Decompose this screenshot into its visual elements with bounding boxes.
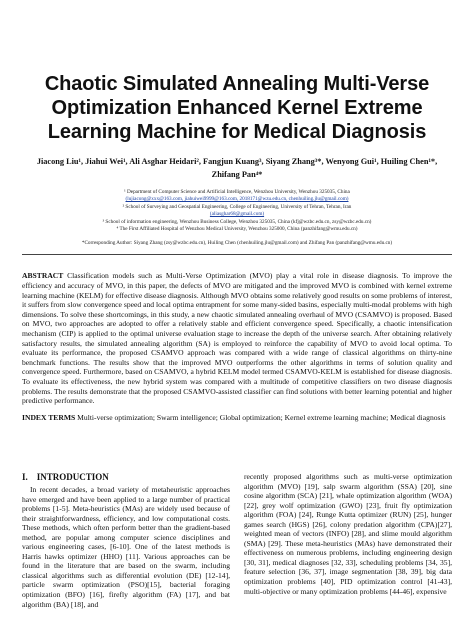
body-columns	[22, 472, 452, 609]
affiliation-1: ¹ Department of Computer Science and Artificial Intelligence, Wenzhou University, Wenzhou 325035, China	[124, 189, 350, 195]
right-column	[244, 472, 452, 609]
abstract	[22, 271, 452, 405]
affiliations	[22, 189, 452, 233]
authors-line-2: Zhifang Pan⁴*	[211, 169, 263, 179]
title-line-1: Chaotic Simulated Annealing Multi-Verse	[44, 73, 430, 95]
intro-paragraph-right: recently proposed algorithms such as multi-verse optimization algorithm (MVO) [19], salp swarm algorithm (SSA) [20], sine cosine algorithm (SCA) [21], whale optimization algorithm (WOA) [22], grey wolf optimization (GWO) [23], fruit fly optimization algorithm (FOA) [24], Runge Kutta optimizer (RUN) [25], hunger games search (HGS) [26], colony predation algorithm (CPA)[27], weighted mean of vectors (INFO) [28], and slime mould algorithm (SMA) [29]. These meta-heuristics (MAs) have demonstrated their effectiveness on numerous problems, including engineering design [30, 31], medical diagnoses [32, 33], scheduling problems [34, 35], feature selection [36, 37], image segmentation [38, 39], big data optimization problems [40], PID optimization control [41-43], multi-objective or many optimization problems [44-46], expensive	[244, 472, 452, 596]
abstract-label: ABSTRACT	[22, 271, 64, 281]
affiliation-3: ³ School of information engineering, Wenzhou Business College, Wenzhou 325035, China (kfj@wzbc.edu.cn, zsy@wzbc.edu.cn)	[102, 218, 372, 225]
paper-title	[22, 0, 452, 144]
author-list	[22, 156, 452, 181]
affiliation-2: ² School of Surveying and Geospatial Engineering, College of Engineering, University of Tehran, Tehran, Iran	[122, 203, 352, 210]
index-terms-text: Multi-verse optimization; Swarm intelligence; Global optimization; Kernel extreme learning machine; Medical diagnosis	[77, 412, 446, 422]
affiliation-4: ⁴ The First Affiliated Hospital of Wenzhou Medical University, Wenzhou 325000, China (panzhifang@wmu.edu.cn)	[116, 226, 358, 233]
index-terms	[22, 413, 452, 423]
section-heading: I. INTRODUCTION	[22, 472, 109, 482]
title-line-3: Learning Machine for Medical Diagnosis	[47, 121, 427, 143]
title-line-2: Optimization Enhanced Kernel Extreme	[51, 97, 423, 119]
affiliation-1-emails[interactable]: (lujiacong@xxx@163.com, jiahuiwei9999@163.com, 2018171@wzu.edu.cn, chenhuiling.jlu@gmail.com)	[125, 196, 349, 203]
index-terms-label: INDEX TERMS	[22, 412, 76, 422]
abstract-text: Classification models such as Multi-Verse Optimization (MVO) play a vital role in disease diagnosis. To improve the efficiency and accuracy of MVO, in this paper, the defects of MVO are mitigated and the improved MVO is combined with kernel extreme learning machine (KELM) for effective disease diagnosis. Although MVO obtains some relatively good results on some problems of interest, it suffers from slow convergence speed and local optima entrapment for some many-sided basins, especially multi-modal problems with high dimensions. To solve these shortcomings, in this study, a new chaotic simulated annealing overhaul of MVO (CSAMVO) is proposed. Based on MVO, two approaches are adopted to offer a relatively stable and efficient convergence speed. Specifically, a chaotic intensification mechanism (CIP) is applied to the optimal universe evaluation stage to increase the depth of the universe search. After obtaining relatively satisfactory results, the simulated annealing algorithm (SA) is employed to reinforce the capability of MVO to avoid local optima. To evaluate its performance, the proposed CSAMVO approach was compared with a wide range of classical algorithms on thirty-nine benchmark functions. The results show that the improved MVO outperforms the other algorithms in terms of solution quality and convergence speed. Furthermore, based on CSAMVO, a hybrid KELM model termed CSAMVO-KELM is established for disease diagnosis. To evaluate its effectiveness, the new hybrid system was compared with a multitude of competitive classifiers on two disease diagnosis problems. The results demonstrate that the proposed CSAMVO-assisted classifier can find solutions with better learning potential and higher predictive performance.	[22, 271, 452, 406]
affiliation-2-emails[interactable]: (aliasghar68@gmail.com)	[209, 211, 265, 218]
authors-line-1: Jiacong Liu¹, Jiahui Wei¹, Ali Asghar Heidari², Fangjun Kuang³, Siyang Zhang³*, Wenyong Gui¹, Huiling Chen¹*,	[36, 157, 438, 166]
corresponding-author: *Corresponding Author: Siyang Zhang (zsy@wzbc.edu.cn), Huiling Chen (chenhuiling.jlu@gmail.com) and Zhifang Pan (panzhifang@wmu.edu.cn)	[81, 240, 393, 247]
intro-paragraph-left: In recent decades, a broad variety of metaheuristic approaches have emerged and have been applied to a large number of practical problems [1-5]. Meta-heuristics (MAs) are widely used because of their straightforwardness, efficiency, and low computational costs. These methods, which often perform better than the gradient-based method, are popular among computer science disciplines and various engineering cases, [6-10]. One of the latest methods is Harris hawks optimizer (HHO) [11]. Various approaches can be found in the literature that are based on the swarm, including classical algorithms such as differential evolution (DE) [12-14], particle swarm optimization (PSO)[15], bacterial foraging optimization (BFO) [16], firefly algorithm (FA) [17], and bat algorithm (BA) [18], and	[22, 485, 230, 609]
header-divider	[22, 254, 452, 255]
left-column	[22, 472, 230, 609]
